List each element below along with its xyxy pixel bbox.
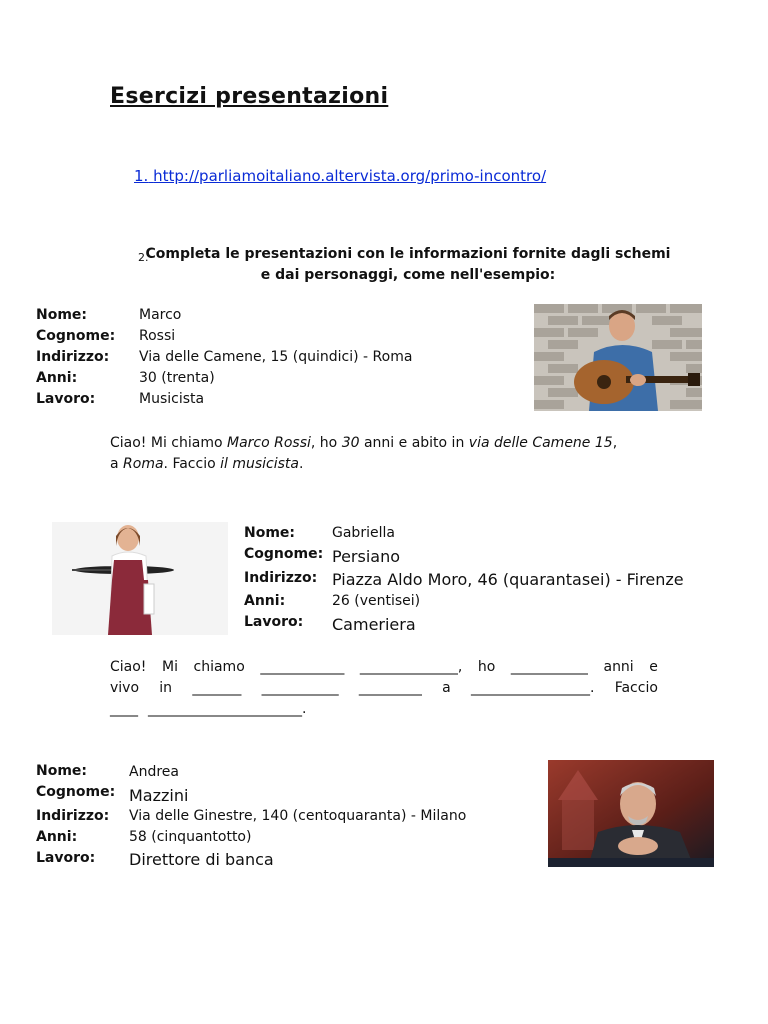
exercise-word: anni: [603, 659, 634, 675]
banker-photo: [548, 760, 714, 867]
instruction-line-2: e dai personaggi, come nell'esempio:: [260, 267, 556, 283]
label-cognome: Cognome:: [36, 784, 116, 800]
value-nome: Andrea: [129, 764, 179, 780]
exercise-word: Ciao!: [110, 659, 147, 675]
example-city: Roma: [123, 456, 164, 472]
label-anni: Anni:: [36, 829, 78, 845]
label-anni: Anni:: [36, 370, 78, 386]
value-cognome: Persiano: [332, 547, 401, 566]
example-paragraph: [110, 433, 670, 475]
exercise-word: e: [649, 659, 658, 675]
instruction: [128, 244, 688, 286]
value-nome: Gabriella: [332, 525, 395, 541]
blank-article[interactable]: ____: [110, 701, 138, 717]
label-nome: Nome:: [244, 525, 296, 541]
exercise-line-1: [110, 657, 658, 678]
value-nome: Marco: [139, 307, 182, 323]
value-indirizzo: Via delle Camene, 15 (quindici) - Roma: [139, 349, 413, 365]
exercise-line-3: [110, 699, 658, 720]
value-anni: 58 (cinquantotto): [129, 829, 252, 845]
label-indirizzo: Indirizzo:: [36, 349, 110, 365]
instruction-line-1: Completa le presentazioni con le informazioni fornite dagli schemi: [145, 246, 671, 262]
example-line-1: [110, 433, 670, 454]
blank-city[interactable]: _________________.: [470, 680, 595, 696]
blank-street-number[interactable]: _________: [358, 680, 422, 696]
value-lavoro: Cameriera: [332, 615, 416, 634]
label-lavoro: Lavoro:: [36, 391, 96, 407]
blank-street-name[interactable]: ___________: [261, 680, 339, 696]
label-lavoro: Lavoro:: [36, 850, 96, 866]
value-lavoro: Direttore di banca: [129, 850, 274, 869]
label-nome: Nome:: [36, 307, 88, 323]
label-cognome: Cognome:: [244, 546, 324, 562]
label-indirizzo: Indirizzo:: [244, 570, 318, 586]
blank-name[interactable]: ____________: [260, 659, 345, 675]
example-text: a: [110, 456, 124, 472]
exercise-line-2: [110, 678, 658, 699]
example-age: 30: [341, 435, 360, 451]
blank-surname[interactable]: ______________,: [359, 659, 463, 675]
label-nome: Nome:: [36, 763, 88, 779]
exercise-word: a: [442, 680, 451, 696]
label-indirizzo: Indirizzo:: [36, 808, 110, 824]
musician-photo: [534, 304, 702, 411]
exercise-link[interactable]: [134, 167, 546, 185]
link-url[interactable]: http://parliamoitaliano.altervista.org/primo-incontro/: [153, 167, 547, 185]
example-text: Ciao! Mi chiamo: [110, 435, 227, 451]
exercise-word: Mi: [161, 659, 178, 675]
value-cognome: Rossi: [139, 328, 176, 344]
page-title: Esercizi presentazioni: [110, 84, 389, 109]
example-text: , ho: [310, 435, 342, 451]
exercise-word: in: [159, 680, 173, 696]
example-line-2: [110, 454, 670, 475]
exercise-word: Faccio: [614, 680, 658, 696]
value-indirizzo: Via delle Ginestre, 140 (centoquaranta) - Milano: [129, 808, 467, 824]
blank-street-type[interactable]: _______: [192, 680, 242, 696]
blank-job[interactable]: ______________________.: [148, 701, 307, 717]
example-job: il musicista: [220, 456, 299, 472]
example-text: ,: [612, 435, 618, 451]
label-anni: Anni:: [244, 593, 286, 609]
waitress-photo: [52, 522, 228, 635]
value-anni: 30 (trenta): [139, 370, 215, 386]
link-number: 1.: [134, 167, 149, 185]
example-text: . Faccio: [163, 456, 221, 472]
value-cognome: Mazzini: [129, 786, 189, 805]
exercise-word: vivo: [110, 680, 140, 696]
example-text: anni e abito in: [359, 435, 469, 451]
example-name: Marco Rossi: [226, 435, 311, 451]
label-cognome: Cognome:: [36, 328, 116, 344]
blank-age[interactable]: ___________: [510, 659, 588, 675]
instruction-number: 2.: [138, 251, 149, 264]
exercise-word: ho: [477, 659, 496, 675]
exercise-word: chiamo: [193, 659, 245, 675]
example-text: .: [298, 456, 304, 472]
example-street: via delle Camene 15: [468, 435, 613, 451]
value-anni: 26 (ventisei): [332, 593, 421, 609]
label-lavoro: Lavoro:: [244, 614, 304, 630]
value-indirizzo: Piazza Aldo Moro, 46 (quarantasei) - Firenze: [332, 570, 684, 589]
fill-in-exercise[interactable]: [110, 657, 658, 720]
value-lavoro: Musicista: [139, 391, 205, 407]
